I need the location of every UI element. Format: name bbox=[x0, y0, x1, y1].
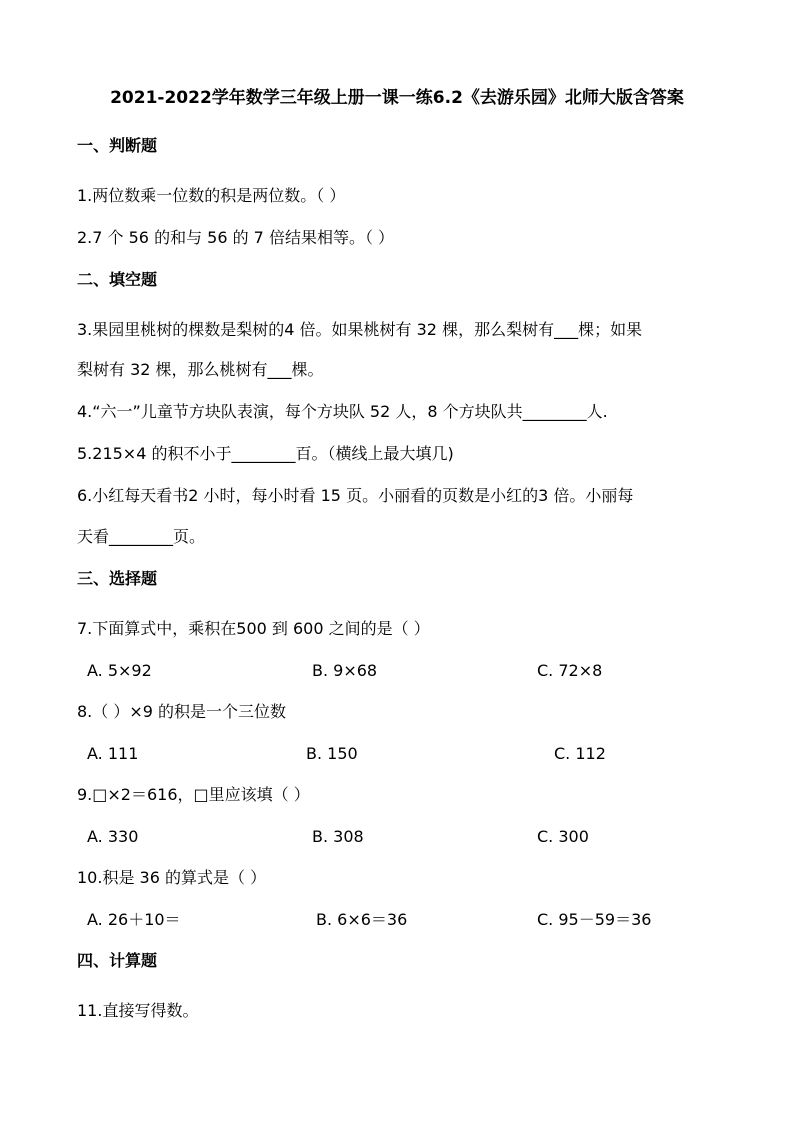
question-7-option-b: B. 9×68 bbox=[312, 661, 378, 680]
question-1: 1.两位数乘一位数的积是两位数。（ ） bbox=[77, 186, 346, 205]
question-10-option-a: A. 26＋10＝ bbox=[87, 910, 181, 929]
question-3-line-1: 3.果园里桃树的棵数是梨树的4 倍。如果桃树有 32 棵，那么梨树有___棵；如果 bbox=[77, 320, 643, 339]
question-3-line-2: 梨树有 32 棵，那么桃树有___棵。 bbox=[77, 360, 324, 379]
document-title: 2021-2022学年数学三年级上册一课一练6.2《去游乐园》北师大版含答案 bbox=[110, 88, 684, 108]
section-heading-calculation: 四、计算题 bbox=[77, 951, 158, 970]
section-heading-multiple-choice: 三、选择题 bbox=[77, 569, 158, 588]
question-9-option-a: A. 330 bbox=[87, 827, 139, 846]
question-9: 9.□×2＝616，□里应该填（ ） bbox=[77, 785, 310, 804]
question-8-option-b: B. 150 bbox=[306, 744, 358, 763]
question-9-option-c: C. 300 bbox=[537, 827, 589, 846]
question-5: 5.215×4 的积不小于________百。（横线上最大填几) bbox=[77, 444, 454, 463]
question-7-option-c: C. 72×8 bbox=[537, 661, 603, 680]
question-11: 11.直接写得数。 bbox=[77, 1001, 199, 1020]
question-8-option-c: C. 112 bbox=[554, 744, 606, 763]
question-10-option-c: C. 95－59＝36 bbox=[537, 910, 652, 929]
question-8-option-a: A. 111 bbox=[87, 744, 139, 763]
question-7-option-a: A. 5×92 bbox=[87, 661, 152, 680]
question-9-option-b: B. 308 bbox=[312, 827, 364, 846]
question-8: 8.（ ）×9 的积是一个三位数 bbox=[77, 702, 287, 721]
question-4: 4.“六一”儿童节方块队表演，每个方块队 52 人，8 个方块队共________人. bbox=[77, 402, 608, 421]
question-10: 10.积是 36 的算式是（ ） bbox=[77, 868, 267, 887]
question-7: 7.下面算式中，乘积在500 到 600 之间的是（ ） bbox=[77, 619, 430, 638]
section-heading-fill-blank: 二、填空题 bbox=[77, 270, 158, 289]
question-10-option-b: B. 6×6＝36 bbox=[316, 910, 408, 929]
question-6-line-2: 天看________页。 bbox=[77, 527, 206, 546]
question-6-line-1: 6.小红每天看书2 小时，每小时看 15 页。小丽看的页数是小红的3 倍。小丽每 bbox=[77, 486, 634, 505]
question-2: 2.7 个 56 的和与 56 的 7 倍结果相等。（ ） bbox=[77, 228, 395, 247]
section-heading-judgement: 一、判断题 bbox=[77, 136, 158, 155]
